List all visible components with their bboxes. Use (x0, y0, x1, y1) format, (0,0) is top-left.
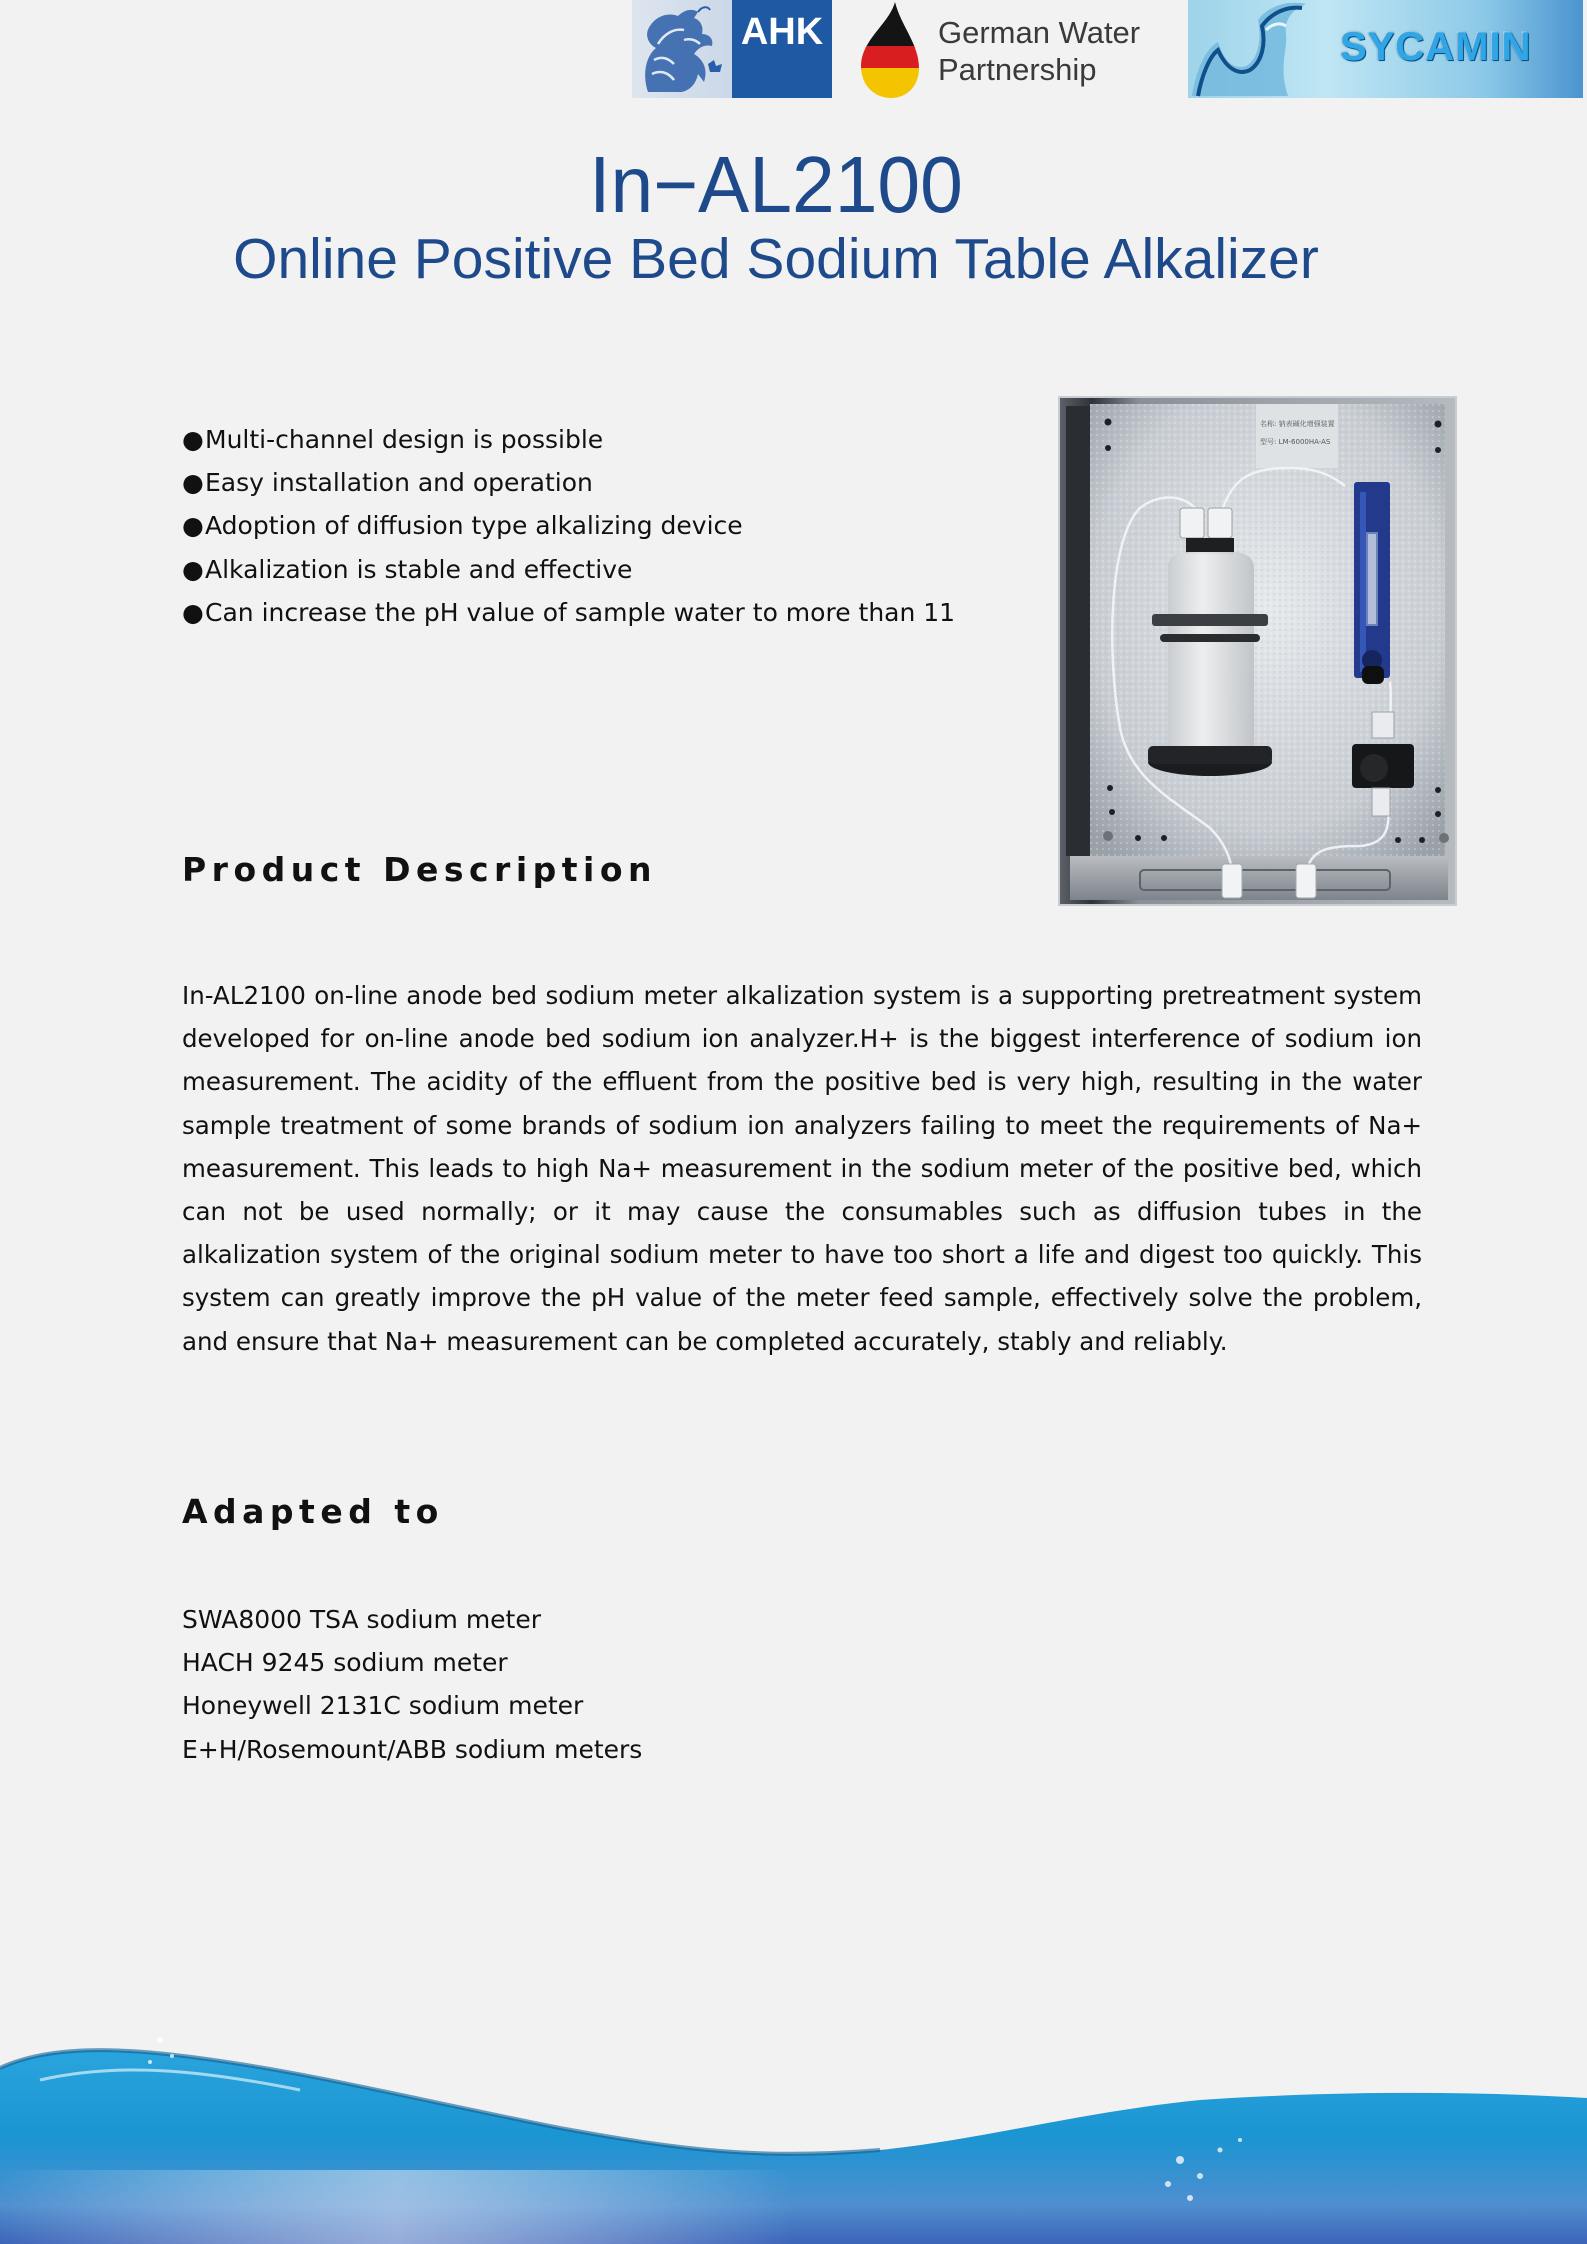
adapted-to-heading: Adapted to (182, 1492, 444, 1531)
water-wave-decoration (0, 2000, 1587, 2244)
adapted-meter-item: HACH 9245 sodium meter (182, 1648, 508, 1678)
sycamin-wordmark: SYCAMIN (1340, 25, 1532, 69)
feature-item (182, 548, 955, 591)
label-plate-model: 型号: LM-6000HA-AS (1260, 438, 1331, 446)
product-description-text: In-AL2100 on-line anode bed sodium meter alkalization system is a supporting pretreatment system developed for on-line anode bed sodium ion analyzer.H+ is the biggest interference of sodium ion measurement. The acidity of the effluent from the positive bed is very high, resulting in the water sample treatment of some brands of sodium ion analyzers failing to meet the requirements of Na+ measurement. This leads to high Na+ measurement in the sodium meter of the positive bed, which can not be used normally; or it may cause the consumables such as diffusion tubes in the alkalization system of the original sodium meter to have too short a life and digest too quickly. This system can greatly improve the pH value of the meter feed sample, effectively solve the problem, and ensure that Na+ measurement can be completed accurately, stably and reliably. (182, 981, 1422, 1356)
feature-item (182, 591, 955, 634)
gwp-line-1: German Water (938, 15, 1141, 50)
feature-item (182, 504, 955, 547)
bullet-icon: ● (182, 597, 204, 627)
ahk-logo (632, 0, 832, 98)
ahk-wordmark: AHK (732, 0, 832, 98)
bullet-icon: ● (182, 468, 204, 498)
feature-text: Adoption of diffusion type alkalizing device (205, 511, 743, 541)
flag-drop-icon (855, 0, 925, 100)
bullet-icon: ● (182, 511, 204, 541)
bullet-icon: ● (182, 425, 204, 454)
adapted-to-list (182, 1598, 642, 1771)
feature-text: Multi-channel design is possible (205, 425, 604, 454)
label-plate-name: 名称: 钠表碱化增强装置 (1260, 420, 1335, 428)
feature-item (182, 461, 955, 504)
adapted-meter-item: Honeywell 2131C sodium meter (182, 1691, 584, 1721)
product-title: Online Positive Bed Sodium Table Alkalizer (233, 227, 1319, 291)
gwp-line-2: Partnership (938, 52, 1097, 87)
dragon-icon (638, 4, 726, 94)
sycamin-logo (1188, 0, 1583, 98)
bullet-icon: ● (182, 554, 204, 584)
feature-item (182, 418, 955, 461)
feature-list (182, 418, 955, 634)
product-photo (1058, 396, 1457, 906)
model-title: In−AL2100 (589, 140, 963, 229)
water-splash-icon (1188, 0, 1348, 98)
adapted-meter-item: E+H/Rosemount/ABB sodium meters (182, 1734, 643, 1764)
adapted-meter-item: SWA8000 TSA sodium meter (182, 1605, 542, 1634)
feature-text: Alkalization is stable and effective (205, 554, 633, 584)
product-description-heading: Product Description (182, 850, 658, 889)
alkalizer-cabinet-illustration (1060, 398, 1455, 904)
german-water-partnership-logo (855, 0, 1185, 100)
feature-text: Can increase the pH value of sample water to more than 11 (205, 597, 956, 627)
gwp-wordmark (938, 14, 1140, 88)
feature-text: Easy installation and operation (205, 468, 593, 498)
